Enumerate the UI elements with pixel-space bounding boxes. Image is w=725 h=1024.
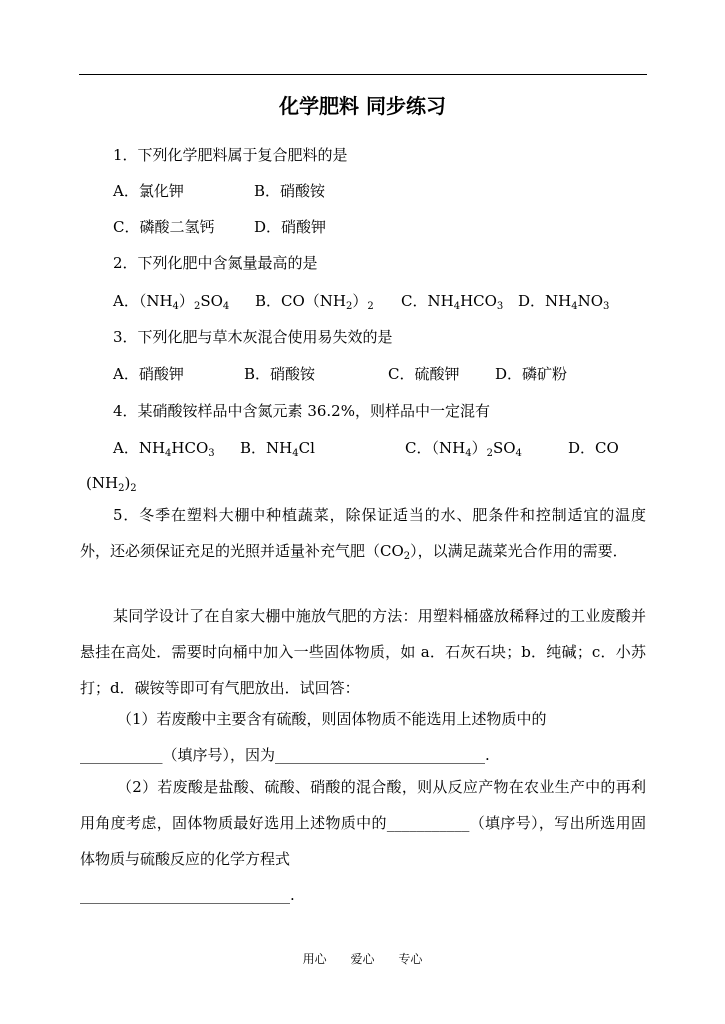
footer-word-2: 爱心	[350, 952, 375, 966]
q4-option-c: C．$(NH_4)_2SO_4$	[405, 439, 522, 459]
q2-stem: 2．下列化肥中含氮量最高的是	[113, 254, 318, 272]
q5-paragraph-1: 5．冬季在塑料大棚中种植蔬菜，除保证适当的水、肥条件和控制适宜的温度外，还必须保证充足的光照并适量补充气肥$(CO_2)$，以满足蔬菜光合作用的需要．	[80, 506, 646, 562]
q4-option-b: B．$NH_4Cl$	[240, 439, 315, 459]
q4-option-d: D．CO	[568, 439, 619, 457]
header-rule	[79, 74, 647, 75]
q4-option-a: A．$NH_4HCO_3$	[113, 439, 215, 459]
q3-option-a: A．硝酸钾	[113, 365, 184, 383]
page-title: 化学肥料 同步练习	[279, 94, 446, 118]
q5-sub1: （1）若废酸中主要含有硫酸，则固体物质不能选用上述物质中的 ___________（填序号），因为____________________________.	[80, 710, 547, 764]
q5-sub2: （2）若废酸是盐酸、硫酸、硝酸的混合酸，则从反应产物在农业生产中的再利用角度考虑，固体物质最好选用上述物质中的___________（填序号），写出所选用固体物质与硫酸反应的化学方程式 ____________________________.	[80, 778, 646, 904]
q3-option-b: B．硝酸铵	[244, 365, 316, 383]
q3-stem: 3．下列化肥与草木灰混合使用易失效的是	[113, 328, 393, 346]
footer-word-1: 用心	[302, 952, 327, 966]
q2-option-a: A．$(NH_4)_2SO_4$	[113, 292, 230, 312]
q1-option-d: D．硝酸钾	[254, 218, 327, 236]
q3-option-d: D．磷矿粉	[495, 365, 568, 383]
q1-option-c: C．磷酸二氢钙	[113, 218, 215, 236]
q4-stem: 4．某硝酸铵样品中含氮元素 36.2%，则样品中一定混有	[113, 402, 490, 420]
q1-stem: 1．下列化学肥料属于复合肥料的是	[113, 146, 348, 164]
q4-option-d-continued: $(NH_2)_2$	[86, 474, 137, 494]
footer-word-3: 专心	[398, 952, 423, 966]
q1-option-b: B．硝酸铵	[254, 182, 326, 200]
q3-option-c: C．硫酸钾	[388, 365, 460, 383]
q5-paragraph-2: 某同学设计了在自家大棚中施放气肥的方法：用塑料桶盛放稀释过的工业废酸并悬挂在高处．需要时向桶中加入一些固体物质，如 a．石灰石块；b．纯碱；c．小苏打；d．碳铵等即可有气肥放出．试回答：	[80, 607, 646, 697]
q1-option-a: A．氯化钾	[113, 182, 184, 200]
q2-option-b: B．$CO(NH_2)_2$	[255, 292, 374, 312]
footer	[0, 950, 725, 967]
q2-option-d: D．$NH_4NO_3$	[518, 292, 610, 312]
q2-option-c: C．$NH_4HCO_3$	[401, 292, 504, 312]
